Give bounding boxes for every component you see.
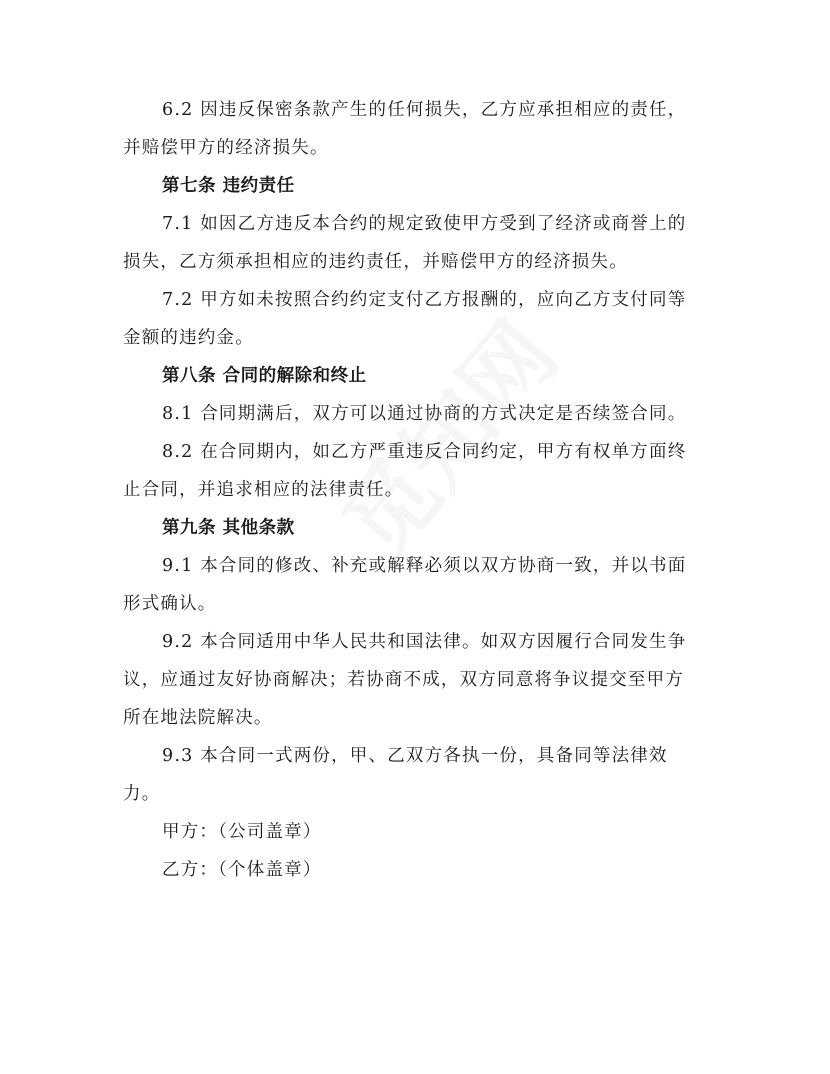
clause-9-3-line-2: 力。 bbox=[123, 784, 161, 804]
clause-6-2-line-2: 并赔偿甲方的经济损失。 bbox=[123, 138, 329, 158]
heading-article-8: 第八条 合同的解除和终止 bbox=[162, 366, 367, 386]
clause-8-1-line-1: 8.1 合同期满后，双方可以通过协商的方式决定是否续签合同。 bbox=[162, 404, 687, 424]
clause-7-1-line-1: 7.1 如因乙方违反本合约的规定致使甲方受到了经济或商誉上的 bbox=[162, 214, 687, 234]
heading-article-7: 第七条 违约责任 bbox=[162, 176, 295, 196]
clause-9-3-line-1: 9.3 本合同一式两份，甲、乙双方各执一份，具备同等法律效 bbox=[162, 746, 668, 766]
clause-8-2-line-1: 8.2 在合同期内，如乙方严重违反合同约定，甲方有权单方面终 bbox=[162, 442, 687, 462]
clause-9-1-line-1: 9.1 本合同的修改、补充或解释必须以双方协商一致，并以书面 bbox=[162, 556, 687, 576]
clause-7-2-line-2: 金额的违约金。 bbox=[123, 328, 254, 348]
clause-8-2-line-2: 止合同，并追求相应的法律责任。 bbox=[123, 480, 404, 500]
clause-7-1-line-2: 损失，乙方须承担相应的违约责任，并赔偿甲方的经济损失。 bbox=[123, 252, 628, 272]
clause-6-2-line-1: 6.2 因违反保密条款产生的任何损失，乙方应承担相应的责任， bbox=[162, 100, 687, 120]
party-b-signature: 乙方：（个体盖章） bbox=[162, 860, 322, 880]
clause-9-2-line-1: 9.2 本合同适用中华人民共和国法律。如双方因履行合同发生争 bbox=[162, 632, 687, 652]
clause-9-2-line-3: 所在地法院解决。 bbox=[123, 708, 273, 728]
clause-7-2-line-1: 7.2 甲方如未按照合约约定支付乙方报酬的，应向乙方支付同等 bbox=[162, 290, 687, 310]
clause-9-2-line-2: 议，应通过友好协商解决；若协商不成，双方同意将争议提交至甲方 bbox=[123, 670, 684, 690]
heading-article-9: 第九条 其他条款 bbox=[162, 518, 295, 538]
clause-9-1-line-2: 形式确认。 bbox=[123, 594, 217, 614]
party-a-signature: 甲方：（公司盖章） bbox=[162, 822, 322, 842]
